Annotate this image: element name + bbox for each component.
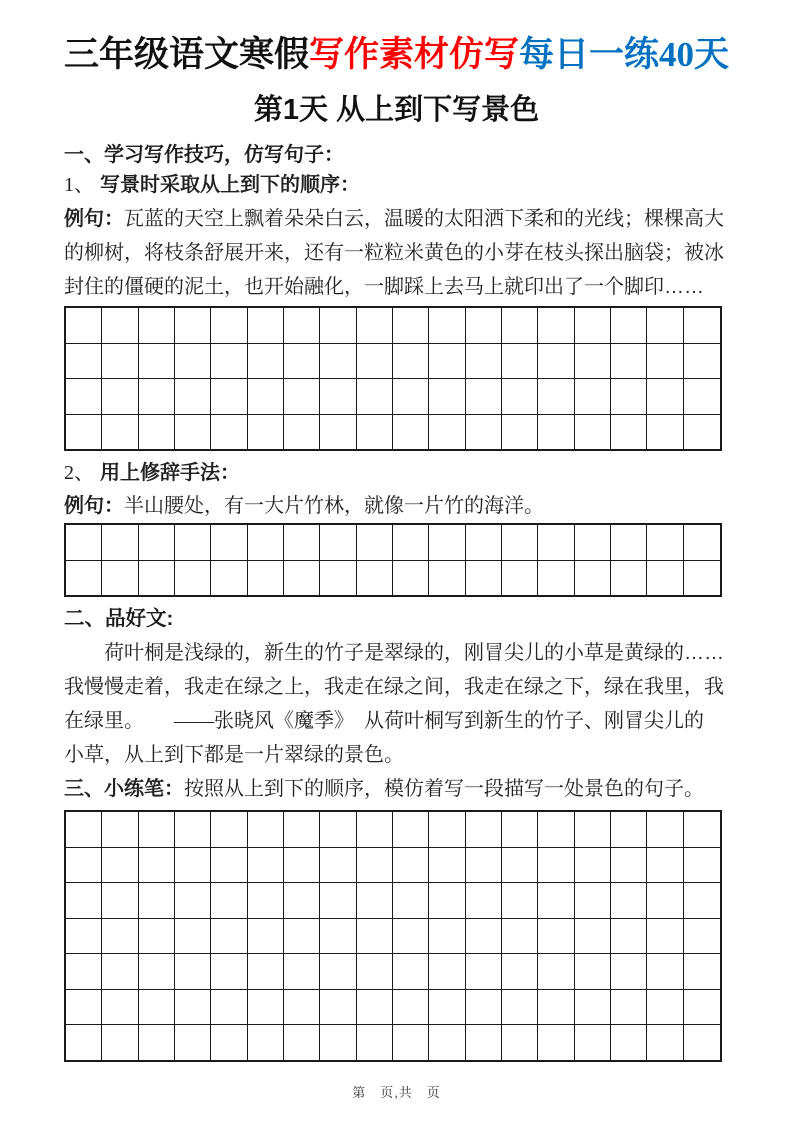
grid-cell <box>175 919 211 955</box>
grid-cell <box>538 883 574 919</box>
grid-cell <box>611 1025 647 1060</box>
grid-cell <box>66 812 102 848</box>
grid-cell <box>357 415 393 450</box>
grid-cell <box>429 919 465 955</box>
grid-cell <box>466 561 502 596</box>
grid-cell <box>175 344 211 380</box>
grid-cell <box>611 379 647 415</box>
grid-cell <box>393 954 429 990</box>
grid-cell <box>139 848 175 884</box>
grid-cell <box>211 990 247 1026</box>
grid-cell <box>502 883 538 919</box>
writing-grid-1 <box>64 306 722 451</box>
grid-cell <box>429 561 465 596</box>
grid-cell <box>175 1025 211 1060</box>
grid-cell <box>611 990 647 1026</box>
grid-cell <box>684 561 720 596</box>
grid-cell <box>284 812 320 848</box>
grid-cell <box>102 344 138 380</box>
passage-attribution-cont: 小草，从上到下都是一片翠绿的景色。 <box>64 744 404 766</box>
grid-cell <box>284 954 320 990</box>
writing-grid-2 <box>64 523 722 597</box>
grid-cell <box>538 954 574 990</box>
passage-line <box>64 704 722 738</box>
section-three-label: 三、小练笔： <box>64 778 184 800</box>
grid-cell <box>139 954 175 990</box>
grid-cell <box>284 848 320 884</box>
grid-cell <box>611 812 647 848</box>
grid-cell <box>357 954 393 990</box>
grid-cell <box>320 812 356 848</box>
grid-cell <box>647 561 683 596</box>
grid-cell <box>320 883 356 919</box>
grid-cell <box>466 848 502 884</box>
grid-cell <box>102 812 138 848</box>
grid-cell <box>466 883 502 919</box>
grid-cell <box>248 344 284 380</box>
grid-cell <box>357 379 393 415</box>
grid-cell <box>647 308 683 344</box>
grid-cell <box>139 415 175 450</box>
grid-cell <box>284 415 320 450</box>
document-title <box>0 0 793 80</box>
grid-cell <box>575 990 611 1026</box>
grid-cell <box>393 308 429 344</box>
grid-cell <box>429 344 465 380</box>
grid-cell <box>66 561 102 596</box>
grid-cell <box>502 954 538 990</box>
grid-cell <box>575 379 611 415</box>
grid-cell <box>647 344 683 380</box>
grid-cell <box>684 415 720 450</box>
passage-line <box>64 738 722 772</box>
grid-cell <box>139 919 175 955</box>
grid-cell <box>538 990 574 1026</box>
example-2-label: 例句： <box>64 495 124 517</box>
grid-cell <box>211 308 247 344</box>
grid-cell <box>575 308 611 344</box>
grid-cell <box>429 415 465 450</box>
grid-cell <box>102 1025 138 1060</box>
grid-cell <box>575 954 611 990</box>
grid-cell <box>575 561 611 596</box>
grid-cell <box>502 919 538 955</box>
grid-cell <box>502 525 538 561</box>
grid-cell <box>684 308 720 344</box>
grid-cell <box>284 1025 320 1060</box>
passage-line: 我慢慢走着，我走在绿之上，我走在绿之间，我走在绿之下，绿在我里，我 <box>64 676 724 698</box>
grid-cell <box>466 954 502 990</box>
grid-cell <box>211 561 247 596</box>
grid-cell <box>429 990 465 1026</box>
grid-cell <box>66 379 102 415</box>
grid-cell <box>357 525 393 561</box>
point-1-number: 1、 <box>64 174 94 196</box>
grid-cell <box>466 379 502 415</box>
grid-cell <box>647 848 683 884</box>
grid-cell <box>429 883 465 919</box>
grid-cell <box>211 344 247 380</box>
page-content <box>64 142 722 1062</box>
grid-cell <box>429 812 465 848</box>
example-paragraph-2 <box>64 491 722 521</box>
grid-cell <box>502 415 538 450</box>
grid-cell <box>393 525 429 561</box>
grid-cell <box>538 379 574 415</box>
grid-cell <box>248 1025 284 1060</box>
grid-cell <box>248 848 284 884</box>
grid-cell <box>538 415 574 450</box>
grid-cell <box>211 954 247 990</box>
grid-cell <box>139 1025 175 1060</box>
grid-cell <box>611 848 647 884</box>
example-1-line <box>64 202 722 236</box>
grid-cell <box>611 883 647 919</box>
grid-cell <box>102 954 138 990</box>
grid-cell <box>575 919 611 955</box>
point-2-title: 用上修辞手法： <box>100 462 240 484</box>
grid-cell <box>575 525 611 561</box>
grid-cell <box>211 812 247 848</box>
day-heading: 第1天 从上到下写景色 <box>253 94 540 126</box>
grid-cell <box>538 919 574 955</box>
grid-cell <box>502 379 538 415</box>
grid-cell <box>102 561 138 596</box>
grid-cell <box>320 379 356 415</box>
grid-cell <box>211 525 247 561</box>
grid-cell <box>357 990 393 1026</box>
grid-cell <box>393 561 429 596</box>
grid-cell <box>284 379 320 415</box>
grid-cell <box>284 525 320 561</box>
grid-cell <box>248 525 284 561</box>
grid-cell <box>538 525 574 561</box>
grid-cell <box>66 415 102 450</box>
grid-cell <box>175 812 211 848</box>
grid-cell <box>248 919 284 955</box>
grid-cell <box>284 308 320 344</box>
grid-cell <box>393 344 429 380</box>
grid-cell <box>102 379 138 415</box>
grid-cell <box>429 954 465 990</box>
grid-cell <box>393 919 429 955</box>
grid-cell <box>248 812 284 848</box>
grid-cell <box>575 1025 611 1060</box>
grid-cell <box>684 990 720 1026</box>
grid-cell <box>66 344 102 380</box>
section-three-instruction: 按照从上到下的顺序，模仿着写一段描写一处景色的句子。 <box>184 778 704 800</box>
grid-cell <box>248 415 284 450</box>
grid-cell <box>175 308 211 344</box>
grid-cell <box>611 308 647 344</box>
grid-cell <box>284 344 320 380</box>
grid-cell <box>66 308 102 344</box>
grid-cell <box>684 812 720 848</box>
grid-cell <box>575 812 611 848</box>
grid-cell <box>502 1025 538 1060</box>
grid-cell <box>357 344 393 380</box>
grid-cell <box>393 990 429 1026</box>
grid-cell <box>466 344 502 380</box>
grid-cell <box>357 848 393 884</box>
grid-cell <box>320 415 356 450</box>
example-1-line: 的柳树，将枝条舒展开来，还有一粒粒米黄色的小芽在枝头探出脑袋；被冰 <box>64 242 724 264</box>
grid-cell <box>66 883 102 919</box>
grid-cell <box>538 344 574 380</box>
grid-cell <box>684 919 720 955</box>
grid-cell <box>357 919 393 955</box>
grid-cell <box>248 954 284 990</box>
grid-cell <box>211 848 247 884</box>
title-part-blue: 每日一练40天 <box>519 35 730 74</box>
passage-attribution: ——张晓风《魔季》 从荷叶桐写到新生的竹子、刚冒尖儿的 <box>134 710 704 732</box>
grid-cell <box>429 848 465 884</box>
grid-cell <box>611 954 647 990</box>
title-part-black: 三年级语文寒假 <box>63 35 309 74</box>
grid-cell <box>320 919 356 955</box>
grid-cell <box>320 954 356 990</box>
grid-cell <box>575 883 611 919</box>
grid-cell <box>320 308 356 344</box>
section-two-heading: 二、品好文: <box>64 607 174 630</box>
grid-cell <box>466 812 502 848</box>
grid-cell <box>647 379 683 415</box>
grid-cell <box>102 525 138 561</box>
grid-cell <box>66 954 102 990</box>
grid-cell <box>66 848 102 884</box>
grid-cell <box>320 1025 356 1060</box>
grid-cell <box>175 990 211 1026</box>
grid-cell <box>175 848 211 884</box>
grid-cell <box>320 561 356 596</box>
grid-cell <box>647 415 683 450</box>
grid-cell <box>248 308 284 344</box>
grid-cell <box>611 561 647 596</box>
passage-line: 荷叶桐是浅绿的，新生的竹子是翠绿的，刚冒尖儿的小草是黄绿的…… <box>104 642 724 664</box>
grid-cell <box>502 812 538 848</box>
grid-cell <box>284 883 320 919</box>
grid-cell <box>393 812 429 848</box>
grid-cell <box>211 919 247 955</box>
grid-cell <box>139 561 175 596</box>
grid-cell <box>211 883 247 919</box>
writing-grid-3 <box>64 810 722 1062</box>
example-1-label: 例句： <box>64 208 124 230</box>
grid-cell <box>502 848 538 884</box>
grid-cell <box>320 344 356 380</box>
grid-cell <box>393 379 429 415</box>
grid-cell <box>139 379 175 415</box>
grid-cell <box>284 919 320 955</box>
reading-passage <box>64 636 722 772</box>
example-paragraph-1 <box>64 202 722 304</box>
grid-cell <box>538 848 574 884</box>
grid-cell <box>320 848 356 884</box>
grid-cell <box>102 848 138 884</box>
grid-cell <box>139 883 175 919</box>
example-1-text: 瓦蓝的天空上飘着朵朵白云，温暖的太阳洒下柔和的光线；棵棵高大 <box>124 208 724 230</box>
grid-cell <box>502 344 538 380</box>
grid-cell <box>684 344 720 380</box>
grid-cell <box>393 883 429 919</box>
grid-cell <box>502 990 538 1026</box>
grid-cell <box>684 954 720 990</box>
grid-cell <box>684 883 720 919</box>
grid-cell <box>357 1025 393 1060</box>
grid-cell <box>647 883 683 919</box>
grid-cell <box>211 415 247 450</box>
grid-cell <box>611 415 647 450</box>
grid-cell <box>538 561 574 596</box>
grid-cell <box>647 919 683 955</box>
grid-cell <box>429 1025 465 1060</box>
grid-cell <box>357 883 393 919</box>
grid-cell <box>684 379 720 415</box>
grid-cell <box>66 919 102 955</box>
grid-cell <box>248 990 284 1026</box>
grid-cell <box>175 525 211 561</box>
grid-cell <box>684 1025 720 1060</box>
grid-cell <box>393 848 429 884</box>
grid-cell <box>320 525 356 561</box>
grid-cell <box>684 848 720 884</box>
section-one-heading: 一、学习写作技巧，仿写句子： <box>64 144 344 166</box>
grid-cell <box>248 883 284 919</box>
grid-cell <box>175 954 211 990</box>
grid-cell <box>647 812 683 848</box>
grid-cell <box>647 525 683 561</box>
grid-cell <box>466 308 502 344</box>
grid-cell <box>429 308 465 344</box>
grid-cell <box>429 525 465 561</box>
passage-line-normal: 在绿里。 <box>64 710 134 732</box>
grid-cell <box>466 1025 502 1060</box>
grid-cell <box>538 812 574 848</box>
grid-cell <box>466 990 502 1026</box>
grid-cell <box>466 525 502 561</box>
grid-cell <box>466 919 502 955</box>
grid-cell <box>175 561 211 596</box>
grid-cell <box>647 1025 683 1060</box>
grid-cell <box>66 525 102 561</box>
grid-cell <box>175 415 211 450</box>
point-1-title: 写景时采取从上到下的顺序： <box>100 174 360 196</box>
grid-cell <box>575 415 611 450</box>
grid-cell <box>139 308 175 344</box>
grid-cell <box>139 525 175 561</box>
grid-cell <box>102 308 138 344</box>
grid-cell <box>248 561 284 596</box>
grid-cell <box>139 990 175 1026</box>
grid-cell <box>175 379 211 415</box>
grid-cell <box>211 1025 247 1060</box>
grid-cell <box>102 990 138 1026</box>
grid-cell <box>102 883 138 919</box>
grid-cell <box>684 525 720 561</box>
grid-cell <box>429 379 465 415</box>
grid-cell <box>248 379 284 415</box>
grid-cell <box>66 1025 102 1060</box>
title-part-red: 写作素材仿写 <box>308 35 519 74</box>
grid-cell <box>611 919 647 955</box>
section-three-heading <box>64 774 722 804</box>
example-2-text: 半山腰处，有一大片竹林，就像一片竹的海洋。 <box>124 495 544 517</box>
grid-cell <box>466 415 502 450</box>
grid-cell <box>320 990 356 1026</box>
grid-cell <box>357 812 393 848</box>
grid-cell <box>538 308 574 344</box>
grid-cell <box>393 415 429 450</box>
grid-cell <box>393 1025 429 1060</box>
grid-cell <box>611 344 647 380</box>
point-1-heading <box>64 172 722 199</box>
grid-cell <box>139 344 175 380</box>
grid-cell <box>575 848 611 884</box>
example-1-line: 封住的僵硬的泥土，也开始融化，一脚踩上去马上就印出了一个脚印…… <box>64 276 704 298</box>
grid-cell <box>647 990 683 1026</box>
grid-cell <box>284 990 320 1026</box>
grid-cell <box>139 812 175 848</box>
grid-cell <box>66 990 102 1026</box>
grid-cell <box>502 561 538 596</box>
grid-cell <box>211 379 247 415</box>
page-number-footer: 第 页,共 页 <box>352 1084 441 1100</box>
grid-cell <box>284 561 320 596</box>
grid-cell <box>102 415 138 450</box>
grid-cell <box>175 883 211 919</box>
grid-cell <box>102 919 138 955</box>
grid-cell <box>611 525 647 561</box>
grid-cell <box>647 954 683 990</box>
grid-cell <box>575 344 611 380</box>
grid-cell <box>357 308 393 344</box>
point-2-heading <box>64 460 722 487</box>
grid-cell <box>502 308 538 344</box>
grid-cell <box>538 1025 574 1060</box>
point-2-number: 2、 <box>64 462 94 484</box>
grid-cell <box>357 561 393 596</box>
